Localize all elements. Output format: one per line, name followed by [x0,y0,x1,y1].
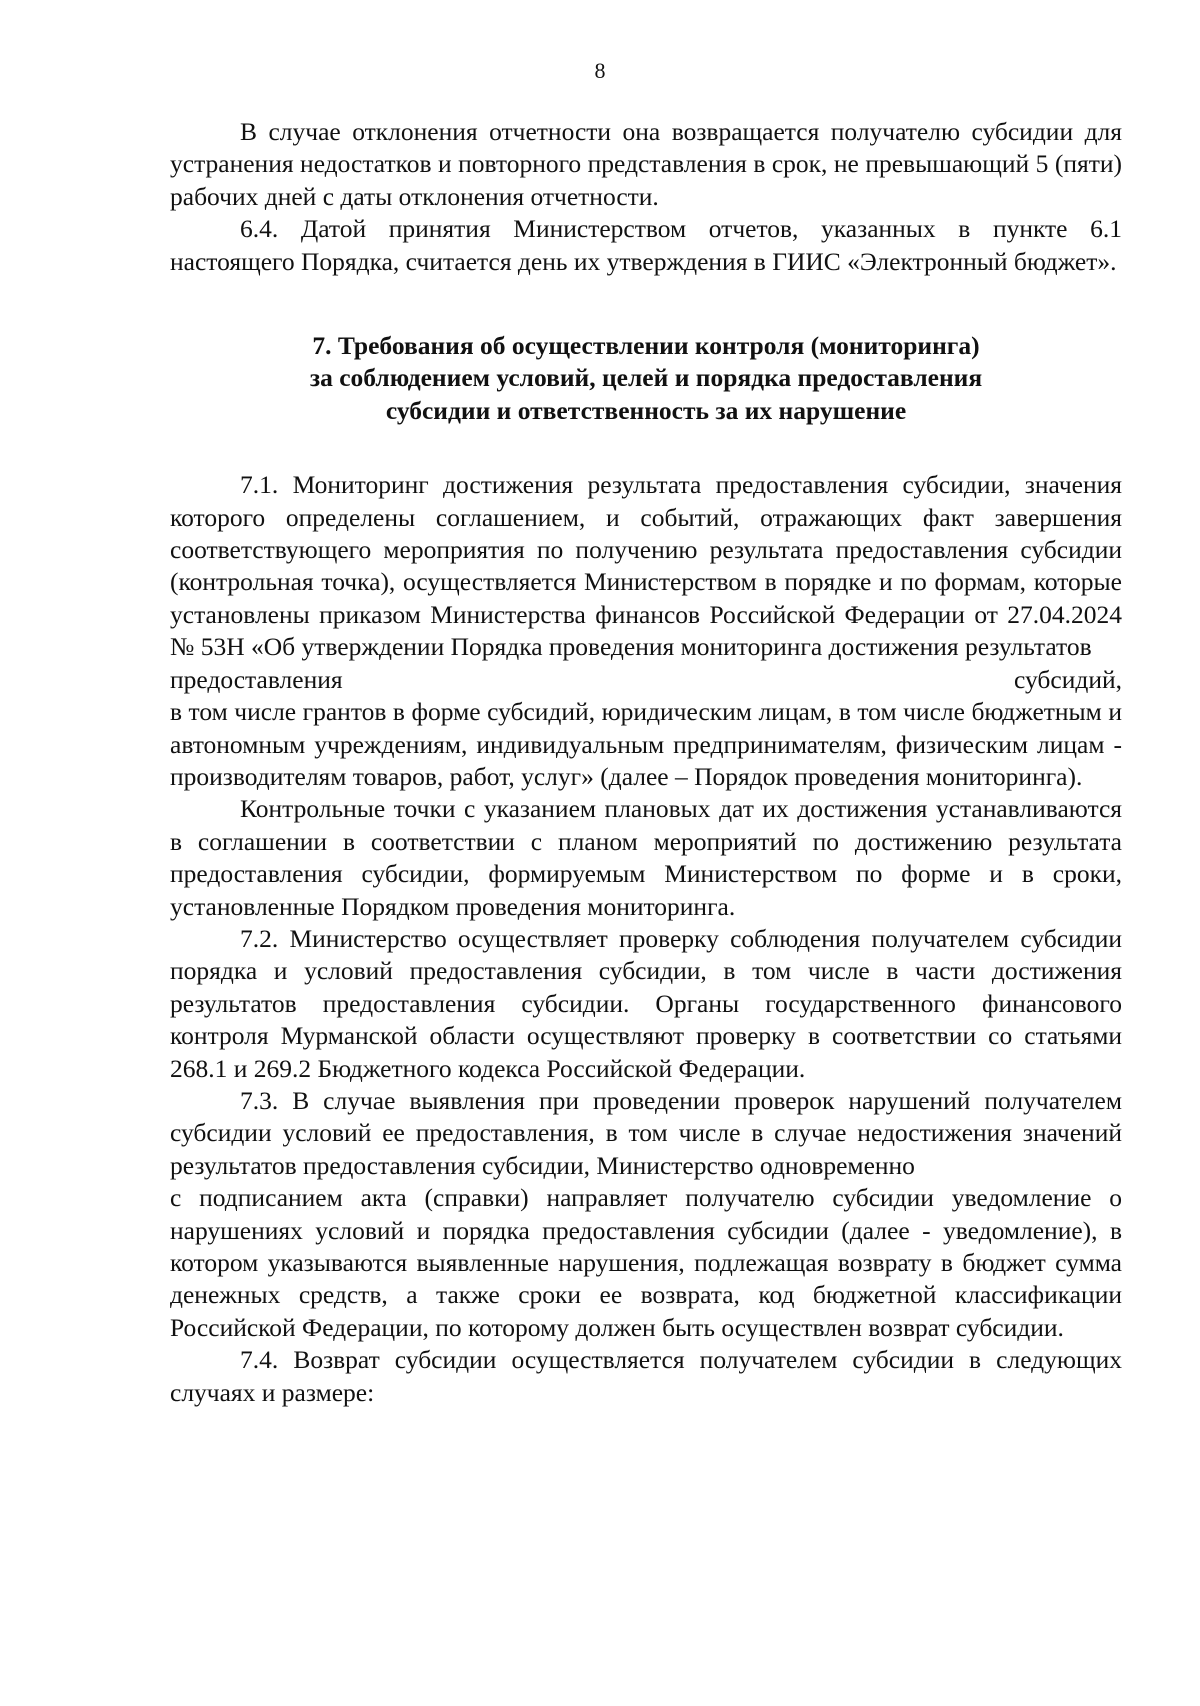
section-7-heading-line-3: субсидии и ответственность за их нарушение [385,395,907,425]
spread-word-left: предоставления [170,664,343,694]
paragraph-7-4: 7.4. Возврат субсидии осуществляется получателем субсидии в следующих случаях и размере: [170,1345,1122,1407]
section-7-heading-line-1: 7. Требования об осуществлении контроля (мониторинга) [312,331,980,361]
paragraph-6-4: 6.4. Датой принятия Министерством отчетов, указанных в пункте 6.1 настоящего Порядка, считается день их утверждения в ГИИС «Электронный бюджет». [170,214,1122,276]
document-body [170,116,1122,1409]
spread-word-right: субсидий, [1014,664,1122,694]
paragraph-7-2: 7.2. Министерство осуществляет проверку соблюдения получателем субсидии порядка и условий предоставления субсидии, в том числе в части достижения результатов предоставления субсидии. Органы государственного финансового контроля Мурманской области осуществляют проверку в соответствии со статьями 268.1 и 269.2 Бюджетного кодекса Российской Федерации. [170,923,1122,1083]
paragraph-7-1-part-2: в том числе грантов в форме субсидий, юридическим лицам, в том числе бюджетным и автономным учреждениям, индивидуальным предпринимателям, физическим лицам - производителям товаров, работ, услуг» (далее – Порядок проведения мониторинга). [170,697,1122,791]
paragraph-7-1-part-1: 7.1. Мониторинг достижения результата предоставления субсидии, значения которого определены соглашением, и событий, отражающих факт завершения соответствующего мероприятия по получению результата предоставления субсидии (контрольная точка), осуществляется Министерством в порядке и по формам, которые установлены приказом Министерства финансов Российской Федерации от 27.04.2024 № 53Н «Об утверждении Порядка проведения мониторинга достижения результатов [170,470,1122,662]
paragraph-7-1-spread-line [170,664,1122,696]
section-7-heading [170,330,1122,427]
section-7-heading-line-2: за соблюдением условий, целей и порядка предоставления [309,363,983,393]
paragraph-7-3-part-1: 7.3. В случае выявления при проведении проверок нарушений получателем субсидии условий ее предоставления, в том числе в случае недостижения значений результатов предоставления субсидии, Министерство одновременно [170,1085,1122,1180]
paragraph-control-points: Контрольные точки с указанием плановых дат их достижения устанавливаются в соглашении в соответствии с планом мероприятий по достижению результата предоставления субсидии, формируемым Министерством по форме и в сроки, установленные Порядком проведения мониторинга. [170,794,1122,921]
paragraph-report-rejection: В случае отклонения отчетности она возвращается получателю субсидии для устранения недостатков и повторного представления в срок, не превышающий 5 (пяти) рабочих дней с даты отклонения отчетности. [170,117,1122,211]
paragraph-7-3-part-2: с подписанием акта (справки) направляет получателю субсидии уведомление о нарушениях условий и порядка предоставления субсидии (далее - уведомление), в котором указываются выявленные нарушения, подлежащая возврату в бюджет сумма денежных средств, а также сроки ее возврата, код бюджетной классификации Российской Федерации, по которому должен быть осуществлен возврат субсидии. [170,1183,1122,1342]
page-number: 8 [594,58,606,83]
